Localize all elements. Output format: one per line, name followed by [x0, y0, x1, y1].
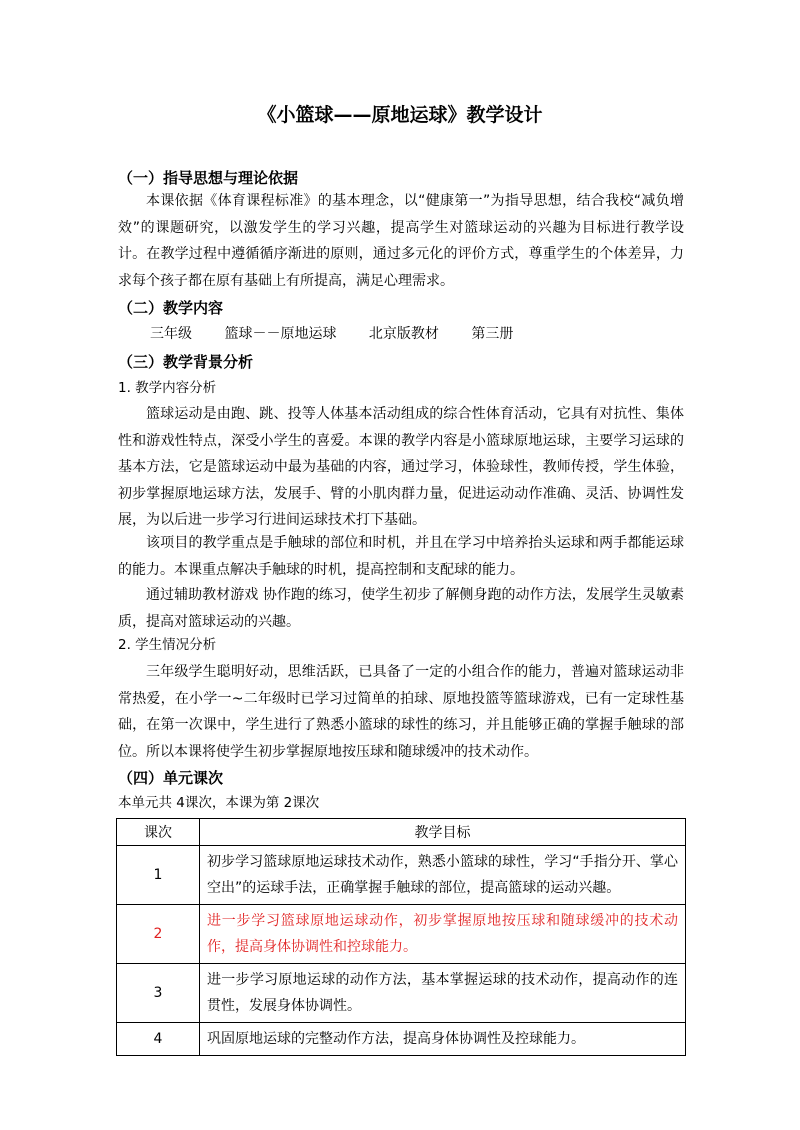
lesson-number: 1 [117, 846, 200, 905]
table-header-row [117, 819, 686, 846]
content-analysis-paragraph-1: 篮球运动是由跑、跳、投等人体基本活动组成的综合性体育活动，它具有对抗性、集体性和游戏性特点，深受小学生的喜爱。本课的教学内容是小篮球原地运球，主要学习运球的基本方法，它是篮球运动中最为基础的内容，通过学习，体验球性，教师传授，学生体验，初步掌握原地运球方法，发展手、臂的小肌肉群力量，促进运动动作准确、灵活、协调性发展，为以后进一步学习行进间运球技术打下基础。 [118, 406, 684, 528]
subheading-student-analysis: 2. 学生情况分析 [118, 637, 217, 653]
content-analysis-paragraph-2: 该项目的教学重点是手触球的部位和时机，并且在学习中培养抬头运球和两手都能运球的能力。本课重点解决手触球的时机，提高控制和支配球的能力。 [118, 535, 684, 578]
unit-lessons-note: 本单元共 4课次，本课为第 2课次 [118, 795, 320, 811]
lesson-goal: 进一步学习篮球原地运球动作，初步掌握原地按压球和随球缓冲的技术动作，提高身体协调性和控球能力。 [200, 905, 686, 964]
header-teaching-goal: 教学目标 [200, 819, 686, 846]
section-heading-guiding-ideas: （一）指导思想与理论依据 [118, 169, 299, 187]
subheading-content-analysis: 1. 教学内容分析 [118, 380, 217, 396]
student-analysis-paragraph: 三年级学生聪明好动，思维活跃，已具备了一定的小组合作的能力，普遍对篮球运动非常热爱，在小学一~二年级时已学习过简单的拍球、原地投篮等篮球游戏，已有一定球性基础，在第一次课中，学生进行了熟悉小篮球的球性的练习，并且能够正确的掌握手触球的部位。所以本课将使学生初步掌握原地按压球和随球缓冲的技术动作。 [118, 664, 684, 760]
lesson-number: 4 [117, 1023, 200, 1056]
table-row [117, 1023, 686, 1056]
content-topic: 篮球－－原地运球 [224, 326, 337, 342]
lesson-goal: 巩固原地运球的完整动作方法，提高身体协调性及控球能力。 [200, 1023, 686, 1056]
content-grade: 三年级 [150, 326, 192, 342]
content-analysis-paragraph-3: 通过辅助教材游戏 协作跑的练习，使学生初步了解侧身跑的动作方法，发展学生灵敏素质，提高对篮球运动的兴趣。 [118, 587, 684, 630]
table-row-current-lesson [117, 905, 686, 964]
section-heading-teaching-content: （二）教学内容 [118, 299, 224, 317]
lesson-number: 3 [117, 964, 200, 1023]
section-heading-unit-lessons: （四）单元课次 [118, 769, 224, 787]
table-row [117, 964, 686, 1023]
section-heading-background: （三）教学背景分析 [118, 353, 254, 371]
lesson-goal: 进一步学习原地运球的动作方法，基本掌握运球的技术动作，提高动作的连贯性，发展身体协调性。 [200, 964, 686, 1023]
document-title: 《小篮球——原地运球》教学设计 [257, 104, 543, 126]
table-row [117, 846, 686, 905]
header-lesson-number: 课次 [117, 819, 200, 846]
teaching-content-line [150, 322, 541, 346]
content-volume: 第三册 [471, 326, 514, 342]
lesson-goal: 初步学习篮球原地运球技术动作，熟悉小篮球的球性，学习“手指分开、掌心空出”的运球手法，正确掌握手触球的部位，提高篮球的运动兴趣。 [200, 846, 686, 905]
content-textbook: 北京版教材 [368, 326, 439, 342]
unit-lessons-table [116, 818, 686, 1056]
guiding-ideas-paragraph: 本课依据《体育课程标准》的基本理念，以“健康第一”为指导思想，结合我校“减负增效”的课题研究，以激发学生的学习兴趣，提高学生对篮球运动的兴趣为目标进行教学设计。在教学过程中遵循循序渐进的原则，通过多元化的评价方式，尊重学生的个体差异，力求每个孩子都在原有基础上有所提高，满足心理需求。 [118, 193, 684, 289]
lesson-number: 2 [117, 905, 200, 964]
